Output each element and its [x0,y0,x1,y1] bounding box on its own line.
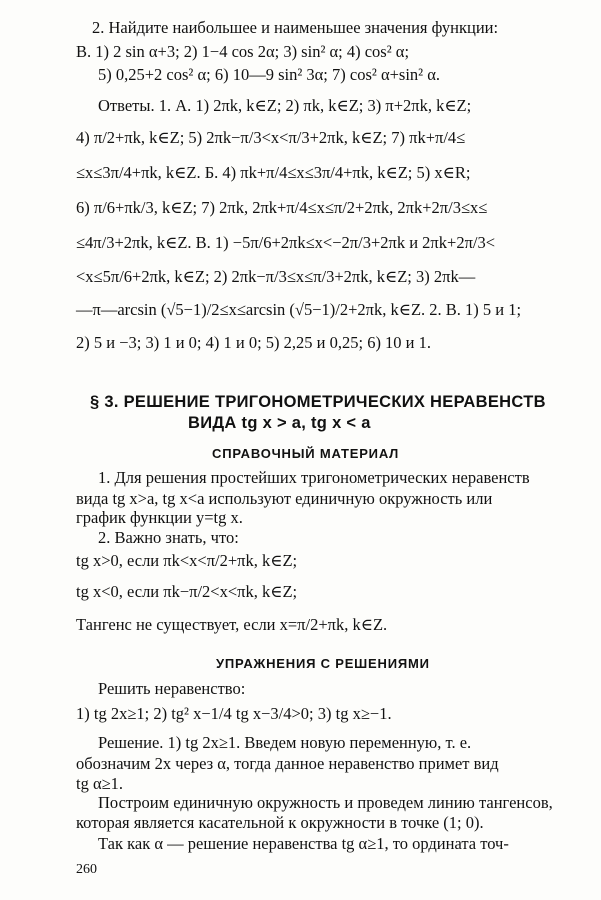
exercises-line: tg α≥1. [76,774,124,793]
reference-line: вида tg x>a, tg x<a используют единичную окружность или [76,489,493,508]
exercises-heading: УПРАЖНЕНИЯ С РЕШЕНИЯМИ [216,656,430,671]
answers-line: Ответы. 1. А. 1) 2πk, k∈Z; 2) πk, k∈Z; 3) π+2πk, k∈Z; [98,96,472,115]
reference-line: tg x>0, если πk<x<π/2+πk, k∈Z; [76,551,298,570]
reference-heading: СПРАВОЧНЫЙ МАТЕРИАЛ [212,446,400,461]
exercises-line: которая является касательной к окружности в точке (1; 0). [76,813,484,832]
answers-line: —π—arcsin (√5−1)/2≤x≤arcsin (√5−1)/2+2πk, k∈Z. 2. В. 1) 5 и 1; [76,300,522,319]
answers-line: 6) π/6+πk/3, k∈Z; 7) 2πk, 2πk+π/4≤x≤π/2+2πk, 2πk+2π/3≤x≤ [76,198,488,217]
answers-line: ≤x≤3π/4+πk, k∈Z. Б. 4) πk+π/4≤x≤3π/4+πk, k∈Z; 5) x∈R; [76,163,471,182]
reference-line: tg x<0, если πk−π/2<x<πk, k∈Z; [76,582,298,601]
exercises-line: Так как α — решение неравенства tg α≥1, то ордината точ- [98,834,509,853]
answers-line: 4) π/2+πk, k∈Z; 5) 2πk−π/3<x<π/3+2πk, k∈Z; 7) πk+π/4≤ [76,128,466,147]
answers-line: ≤4π/3+2πk, k∈Z. В. 1) −5π/6+2πk≤x<−2π/3+2πk и 2πk+2π/3< [76,233,496,252]
exercise-2-line: В. 1) 2 sin α+3; 2) 1−4 cos 2α; 3) sin² α; 4) cos² α; [76,42,410,61]
answers-line: 2) 5 и −3; 3) 1 и 0; 4) 1 и 0; 5) 2,25 и 0,25; 6) 10 и 1. [76,333,432,352]
reference-line: 1. Для решения простейших тригонометрических неравенств [98,468,530,487]
exercises-line: 1) tg 2x≥1; 2) tg² x−1/4 tg x−3/4>0; 3) tg x≥−1. [76,704,392,723]
exercises-line: Построим единичную окружность и проведем линию тангенсов, [98,793,553,812]
exercises-line: Решение. 1) tg 2x≥1. Введем новую переменную, т. е. [98,733,472,752]
exercise-2-line: 2. Найдите наибольшее и наименьшее значения функции: [92,18,499,37]
reference-line: график функции y=tg x. [76,508,243,527]
section-title-line2: ВИДА tg x > a, tg x < a [188,414,371,432]
reference-line: Тангенс не существует, если x=π/2+πk, k∈Z. [76,615,388,634]
section-title-line1: § 3. РЕШЕНИЕ ТРИГОНОМЕТРИЧЕСКИХ НЕРАВЕНСТВ [90,393,546,411]
exercises-line: Решить неравенство: [98,679,246,698]
page-number: 260 [76,862,97,877]
exercise-2-line: 5) 0,25+2 cos² α; 6) 10—9 sin² 3α; 7) cos² α+sin² α. [98,65,441,84]
reference-line: 2. Важно знать, что: [98,528,239,547]
answers-line: <x≤5π/6+2πk, k∈Z; 2) 2πk−π/3≤x≤π/3+2πk, k∈Z; 3) 2πk— [76,267,476,286]
exercises-line: обозначим 2x через α, тогда данное неравенство примет вид [76,754,499,773]
